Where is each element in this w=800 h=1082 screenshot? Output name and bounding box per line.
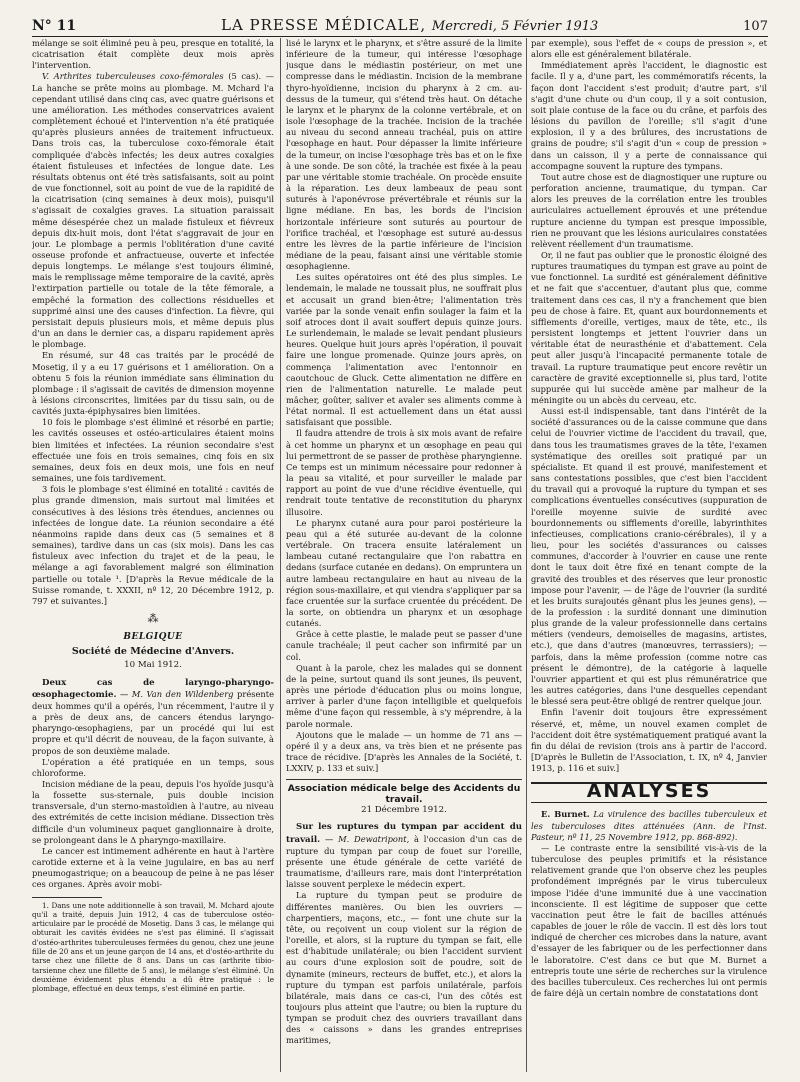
paragraph: Le pharynx cutané aura pour paroi postérieure la peau qui a été suturée au-devant de la colonne vertébrale. On tracera ensuite latéralement un lambeau cutané rectangulaire que l'on rabattra en dedans (surface cutanée en dedans). On empruntera un autre lambeau rectangulaire en haut au niveau de la région sous-maxillaire, et qui viendra s'appliquer par sa face cruentée sur la surface cruentée du précédent. De la sorte, on obtiendra un pharynx et un œsophage cutanés. [286,517,522,629]
paragraph: L'opération a été pratiquée en un temps, sous chloroforme. [32,756,274,778]
paragraph: La rupture du tympan peut se produire de différentes manières. Ou bien les ouvriers — charpentiers, maçons, etc., — font une chute sur la tête, ou reçoivent un coup violent sur la région de l'oreille, et alors, si la rupture du tympan se fait, elle est d'habitude unilatérale; ou bien l'accident survient au cours d'une explosion soit de poudre, soit de dynamite (mineurs, recteurs de buffet, etc.), et alors la rupture du tympan est parfois unilatérale, parfois bilatérale, mais dans ce cas-ci, l'un des côtés est toujours plus atteint que l'autre; ou bien la rupture du tympan se produit chez des ouvriers travaillant dans des « caissons » dans les grandes entreprises maritimes, [286,890,522,1046]
paragraph: Grâce à cette plastie, le malade peut se passer d'une canule trachéale; il peut cacher son infirmité par un col. [286,629,522,662]
column-1 [32,38,274,1076]
paragraph: Enfin l'avenir doit toujours être expressément réservé, et, même, un nouvel examen complet de l'accident doit être systématiquement pratiqué avant la fin du délai de revision (trois ans à partir de l'accord. [D'après le Bulletin de l'Association, t. IX, nº 4, Janvier 1913, p. 116 et suiv.] [531,707,767,774]
paragraph: lisé le larynx et le pharynx, et s'être assuré de la limite inférieure de la tumeur, qui intéresse l'œsophage jusque dans le médiastin postérieur, on met une compresse dans le médiastin. Incision de la membrane thyro-hyoïdienne, incision du pharynx à 2 cm. au-dessus de la tumeur, qui s'étend très haut. On détache le larynx et le pharynx de la colonne vertébrale, et on isole l'œsophage de la trachée. Incision de la trachée au niveau du second anneau trachéal, puis on attire l'œsophage en haut. Pour dépasser la limite inférieure de la tumeur, on incise l'œsophage très bas et on le fixe à une sonde. De son côté, la trachée est fixée à la peau par une véritable stomie trachéale. On procède ensuite à la réparation. Les deux lambeaux de peau sont suturés à l'aponévrose prévertébrale et réunis sur la ligne médiane. En bas, les bords de l'incision horizontale inférieure sont suturés au pourtour de l'orifice trachéal, et l'œsophage est suturé au-dessus entre les lèvres de la partie inférieure de l'incision médiane de la peau, faisant ainsi une véritable stomie œsophagienne. [286,38,522,272]
paragraph: En résumé, sur 48 cas traités par le procédé de Mosetig, il y a eu 17 guérisons et 1 amélioration. On a obtenu 5 fois la réunion immédiate sans élimination du plombage : il s'agissait de cavités de dimension moyenne à lésions circonscrites, limitées par du tissu sain, ou de cavités juxta-épiphysaires bien limitées. [32,350,274,417]
paragraph: — Le contraste entre la sensibilité vis-à-vis de la tuberculose des peuples primitifs et la résistance relativement grande que l'on observe chez les peuples profondément imprégnés par le virus tuberculeux impose l'idée d'une immunité due à une vaccination inconsciente. Il est légitime de supposer que cette vaccination peut être le fait de bacilles atténués capables de jouer le rôle de vaccin. Il est dès lors tout indiqué de chercher ces microbes dans la nature, avant d'essayer de les fabriquer ou de les perfectionner dans le laboratoire. C'est dans ce but que M. Burnet a entrepris toute une série de recherches sur la virulence des bacilles tuberculeux. Ces recherches lui ont permis de faire déjà un certain nombre de constatations dont [531,842,767,998]
paragraph: 10 fois le plombage s'est éliminé et résorbé en partie; les cavités osseuses et ostéo-articulaires étaient moins bien limitées et infectées. La réunion secondaire s'est effectuée une fois en trois semaines, cinq fois en six semaines, deux fois en deux mois, une fois en neuf semaines, une fois tardivement. [32,417,274,484]
paragraph: mélange se soit éliminé peu à peu, presque en totalité, la cicatrisation était complète deux mois après l'intervention. [32,38,274,71]
article-title: Sur les ruptures du tympan par accident du travail. [286,822,522,845]
paragraph: Quant à la parole, chez les malades qui se donnent de la peine, surtout quand ils sont jeunes, ils peuvent, après une période d'éducation plus ou moins longue, arriver à parler d'une façon intelligible et quelquefois même d'une façon qui ressemble, à s'y méprendre, à la parole normale. [286,662,522,729]
journal-name: LA PRESSE MÉDICALE, [220,16,427,34]
column-2 [286,38,522,1076]
issue-date: Mercredi, 5 Février 1913 [431,19,599,34]
paragraph: Or, il ne faut pas oublier que le pronostic éloigné des ruptures traumatiques du tympan est grave au point de vue fonctionnel. La surdité est généralement définitive et ne fait que s'accentuer, d'autant plus que, comme traitement dans ces cas, il n'y a franchement que bien peu de chose à faire. Et, quant aux bourdonnements et sifflements d'oreille, vertiges, maux de tête, etc., ils persistent longtemps et jettent l'ouvrier dans un véritable état de neurasthénie et d'abattement. Cela peut aller jusqu'à l'incapacité permanente totale de travail. La rupture traumatique peut encore revêtir un caractère de gravité exceptionnelle si, plus tard, l'otite suppurée qui lui succède amène par malheur de la méningite ou un abcès du cerveau, etc. [531,249,767,405]
article-author: — M. Van den Wildenberg [120,688,234,699]
meeting-date: 10 Mai 1912. [124,660,182,671]
paragraph: Ajoutons que le malade — un homme de 71 ans — opéré il y a deux ans, va très bien et ne présente pas trace de récidive. [D'après les Annales de la Société, t. LXXIV, p. 133 et suiv.] [286,729,522,774]
paragraph-text: présente deux hommes qu'il a opérés, l'un récemment, l'autre il y a près de deux ans, de cancers étendus laryngo-pharyngo-œsophagiens, par un procédé qui lui est propre et qu'il décrit de nouveau, de la façon suivante, à propos de son deuxième malade. [32,688,274,756]
issue-number: N° 11 [32,18,77,34]
journal-title [221,16,598,34]
paragraph [286,821,522,890]
paragraph: Immédiatement après l'accident, le diagnostic est facile. Il y a, d'une part, les commémoratifs récents, la façon dont l'accident s'est produit; d'autre part, s'il s'agit d'une chute ou d'un coup, il y a soit contusion, soit plaie contuse de la face ou du crâne, et parfois des lésions du pavillon de l'oreille; s'il s'agit d'une explosion, il y a des brûlures, des incrustations de grains de poudre; s'il s'agit d'un « coup de pression » dans un caisson, il y a perte de connaissance qui accompagne souvent la rupture des tympans. [531,60,767,171]
paragraph: Incision médiane de la peau, depuis l'os hyoïde jusqu'à la fossette sus-sternale, puis double incision transversale, d'un sterno-mastoïdien à l'autre, au niveau des extrémités de cette incision médiane. Dissection très difficile d'un volumineux paquet ganglionnaire à droite, se prolongeant dans le Δ pharyngo-maxillaire. [32,779,274,845]
case-heading: V. Arthrites tuberculeuses coxo-fémorales [42,71,224,82]
article-author: E. Burnet. [541,809,590,820]
meeting-date: 21 Décembre 1912. [361,805,447,816]
footnote: 1. Dans une note additionnelle à son travail, M. Mchard ajoute qu'il a traité, depuis Juin 1912, 4 cas de tuberculose ostéo-articulaire par le procédé de Mosetig. Dans 3 cas, le mélange qui obturait les cavités évidées ne s'est pas éliminé. Il s'agissait d'ostéo-arthrites tuberculeuses fermées du genou, chez une jeune fille de 20 ans et un jeune garçon de 14 ans, et d'ostéo-arthrite du tarse chez une fillette de 8 ans. Dans un cas (arthrite tibio-tarsienne chez une fillette de 5 ans), le mélange s'est éliminé. Un deuxième évidement plus étendu a dû être pratiqué : le plombage, effectué en deux temps, s'est éliminé en partie. [32,900,274,994]
paragraph: Il faudra attendre de trois à six mois avant de refaire à cet homme un pharynx et un œsophage en peau qui lui permettront de se passer de prothèse pharyngienne. Ce temps est un minimum nécessaire pour redonner à la peau sa vitalité, et pour surveiller le malade par rapport au point de vue d'une récidive éventuelle, qui rendrait toute tentative de reconstitution du pharynx illusoire. [286,428,522,517]
association-heading: Association médicale belge des Accidents du travail. [287,783,521,806]
analyses-heading: ANALYSES [586,780,712,803]
footnote-rule [32,897,102,898]
article-title: La virulence des bacilles tuberculeux et les tuberculoses dites atténuées (Ann. de l'Inst. Pasteur, nº 11, 25 Novembre 1912, pp. 868-892). [531,809,767,842]
country-heading: BELGIQUE [123,632,183,643]
paragraph [531,809,767,842]
paragraph: Tout autre chose est de diagnostiquer une rupture ou perforation ancienne, traumatique, du tympan. Car alors les preuves de la corrélation entre les troubles auriculaires actuellement éprouvés et une prétendue rupture ancienne du tympan est presque impossible, rien ne prouvant que les lésions auriculaires constatées relèvent réellement d'un traumatisme. [531,171,767,249]
paragraph-text: (5 cas). — La hanche se prête moins au plombage. M. Mchard l'a cependant utilisé dans cinq cas, avec quatre guérisons et une amélioration. Les méthodes conservatrices avaient complètement échoué et l'intervention n'a été pratiquée qu'après plusieurs années de traitement infructueux. Dans trois cas, la tuberculose coxo-fémorale était compliquée d'abcès infectés; les deux autres coxalgies étaient fistuleuses et infectées de longue date. Les résultats obtenus ont été très satisfaisants, soit au point de vue fonctionnel, soit au point de vue de la rapidité de la cicatrisation (cinq semaines à deux mois), puisqu'il s'agissait de coxalgies graves. La situation paraissait même désespérée chez un malade fistuleux et fiévreux depuis dix-huit mois, dont l'état s'aggravait de jour en jour. Le plombage a permis l'oblitération d'une cavité osseuse profonde et anfractueuse, ouverte et infectée depuis longtemps. Le mélange s'est toujours éliminé, mais le remplissage même temporaire de la cavité, après l'extirpation partielle ou totale de la tête fémorale, a empêché la formation des collections résiduelles et supprimé ainsi une des causes d'infection. La fièvre, qui persistait depuis plusieurs mois, et même depuis plus d'un an dans le dernier cas, a disparu rapidement après le plombage. [32,71,274,350]
paragraph: Les suites opératoires ont été des plus simples. Le lendemain, le malade ne toussait plus, ne souffrait plus et accusait un grand bien-être; l'alimentation très variée par la sonde venait enfin soulager la faim et la soif atroces dont il avait souffert depuis quinze jours. Le surlendemain, le malade se levait pendant plusieurs heures. Quelque huit jours après l'opération, il pouvait faire une longue promenade. Quinze jours après, on commença l'alimentation avec l'entonnoir en caoutchouc de Gluck. Cette alimentation ne diffère en rien de l'alimentation naturelle. Le malade peut mâcher, goûter, saliver et avaler ses aliments comme à l'état normal. Il est actuellement dans un état aussi satisfaisant que possible. [286,272,522,428]
paragraph: Aussi est-il indispensable, tant dans l'intérêt de la société d'assurances ou de la caisse commune que dans celui de l'ouvrier victime de l'accident du travail, que, dans tous les traumatismes graves de la tête, l'examen systématique des oreilles soit pratiqué par un spécialiste. Et quand il est prouvé, manifestement et sans contestations possibles, que c'est bien l'accident du travail qui a provoqué la rupture du tympan et ses complications éventuelles consécutives (suppuration de l'oreille moyenne suivie de surdité avec bourdonnements ou sifflements d'oreille, labyrinthites infectieuses, complications cranio-cérébrales), il y a lieu, pour les sociétés d'assurances ou caisses communes, d'accorder à l'ouvrier en cause une rente dont le taux doit être fixé en tenant compte de la gravité des troubles et des réserves que leur pronostic impose pour l'avenir, — de l'âge de l'ouvrier (la surdité et les bruits surajoutés gênant plus les jeunes gens), — de la profession : la surdité donnant une diminution plus grande de la valeur professionnelle dans certains métiers (vendeurs, demoiselles de magasins, artistes, etc.), que dans d'autres (manœuvres, terrassiers); — parfois, dans la même profession (comme notre cas présent le démontre), de la catégorie à laquelle l'ouvrier appartient et qui est plus rémunératrice que les autres catégories, dans l'une desquelles cependant le blessé sera peut-être obligé de rentrer quelque jour. [531,406,767,707]
paragraph-text: à l'occasion d'un cas de rupture du tympan par coup de fouet sur l'oreille, présente une étude générale de cette variété de traumatisme, d'ailleurs rare, mais dont l'interprétation laisse souvent perplexe le médecin expert. [286,833,522,890]
paragraph [32,71,274,350]
section-ornament: ⁂ [147,611,159,625]
column-rule [280,38,281,1072]
column-3 [531,38,767,1076]
column-rule [526,38,527,1072]
paragraph: 3 fois le plombage s'est éliminé en totalité : cavités de plus grande dimension, mais surtout mal limitées et consécutives à des lésions très étendues, anciennes ou infectées de longue date. La réunion secondaire a été néanmoins rapide dans deux cas (5 semaines et 8 semaines), tardive dans un cas (six mois). Dans les cas fistuleux avec infection du trajet et de la peau, le mélange a agi favorablement malgré son élimination partielle ou totale ¹. [D'après la Revue médicale de la Suisse romande, t. XXXII, nº 12, 20 Décembre 1912, p. 797 et suivantes.] [32,484,274,606]
article-author: — M. Dewatripont, [324,833,410,844]
analyses-banner [531,782,767,803]
society-heading: Société de Médecine d'Anvers. [71,646,235,658]
section-rule [286,779,522,780]
running-header [32,8,768,37]
article-title: Deux cas de laryngo-pharyngo-œsophagectomie. [32,677,274,700]
page-number: 107 [743,19,768,34]
paragraph: Le cancer est intimement adhérente en haut à l'artère carotide externe et à la veine jugulaire, en bas au nerf pneumogastrique; on a beaucoup de peine à ne pas léser ces organes. Après avoir mobi- [32,845,274,890]
paragraph: par exemple), sous l'effet de « coups de pression », et alors elle est généralement bilatérale. [531,38,767,60]
paragraph [32,677,274,757]
